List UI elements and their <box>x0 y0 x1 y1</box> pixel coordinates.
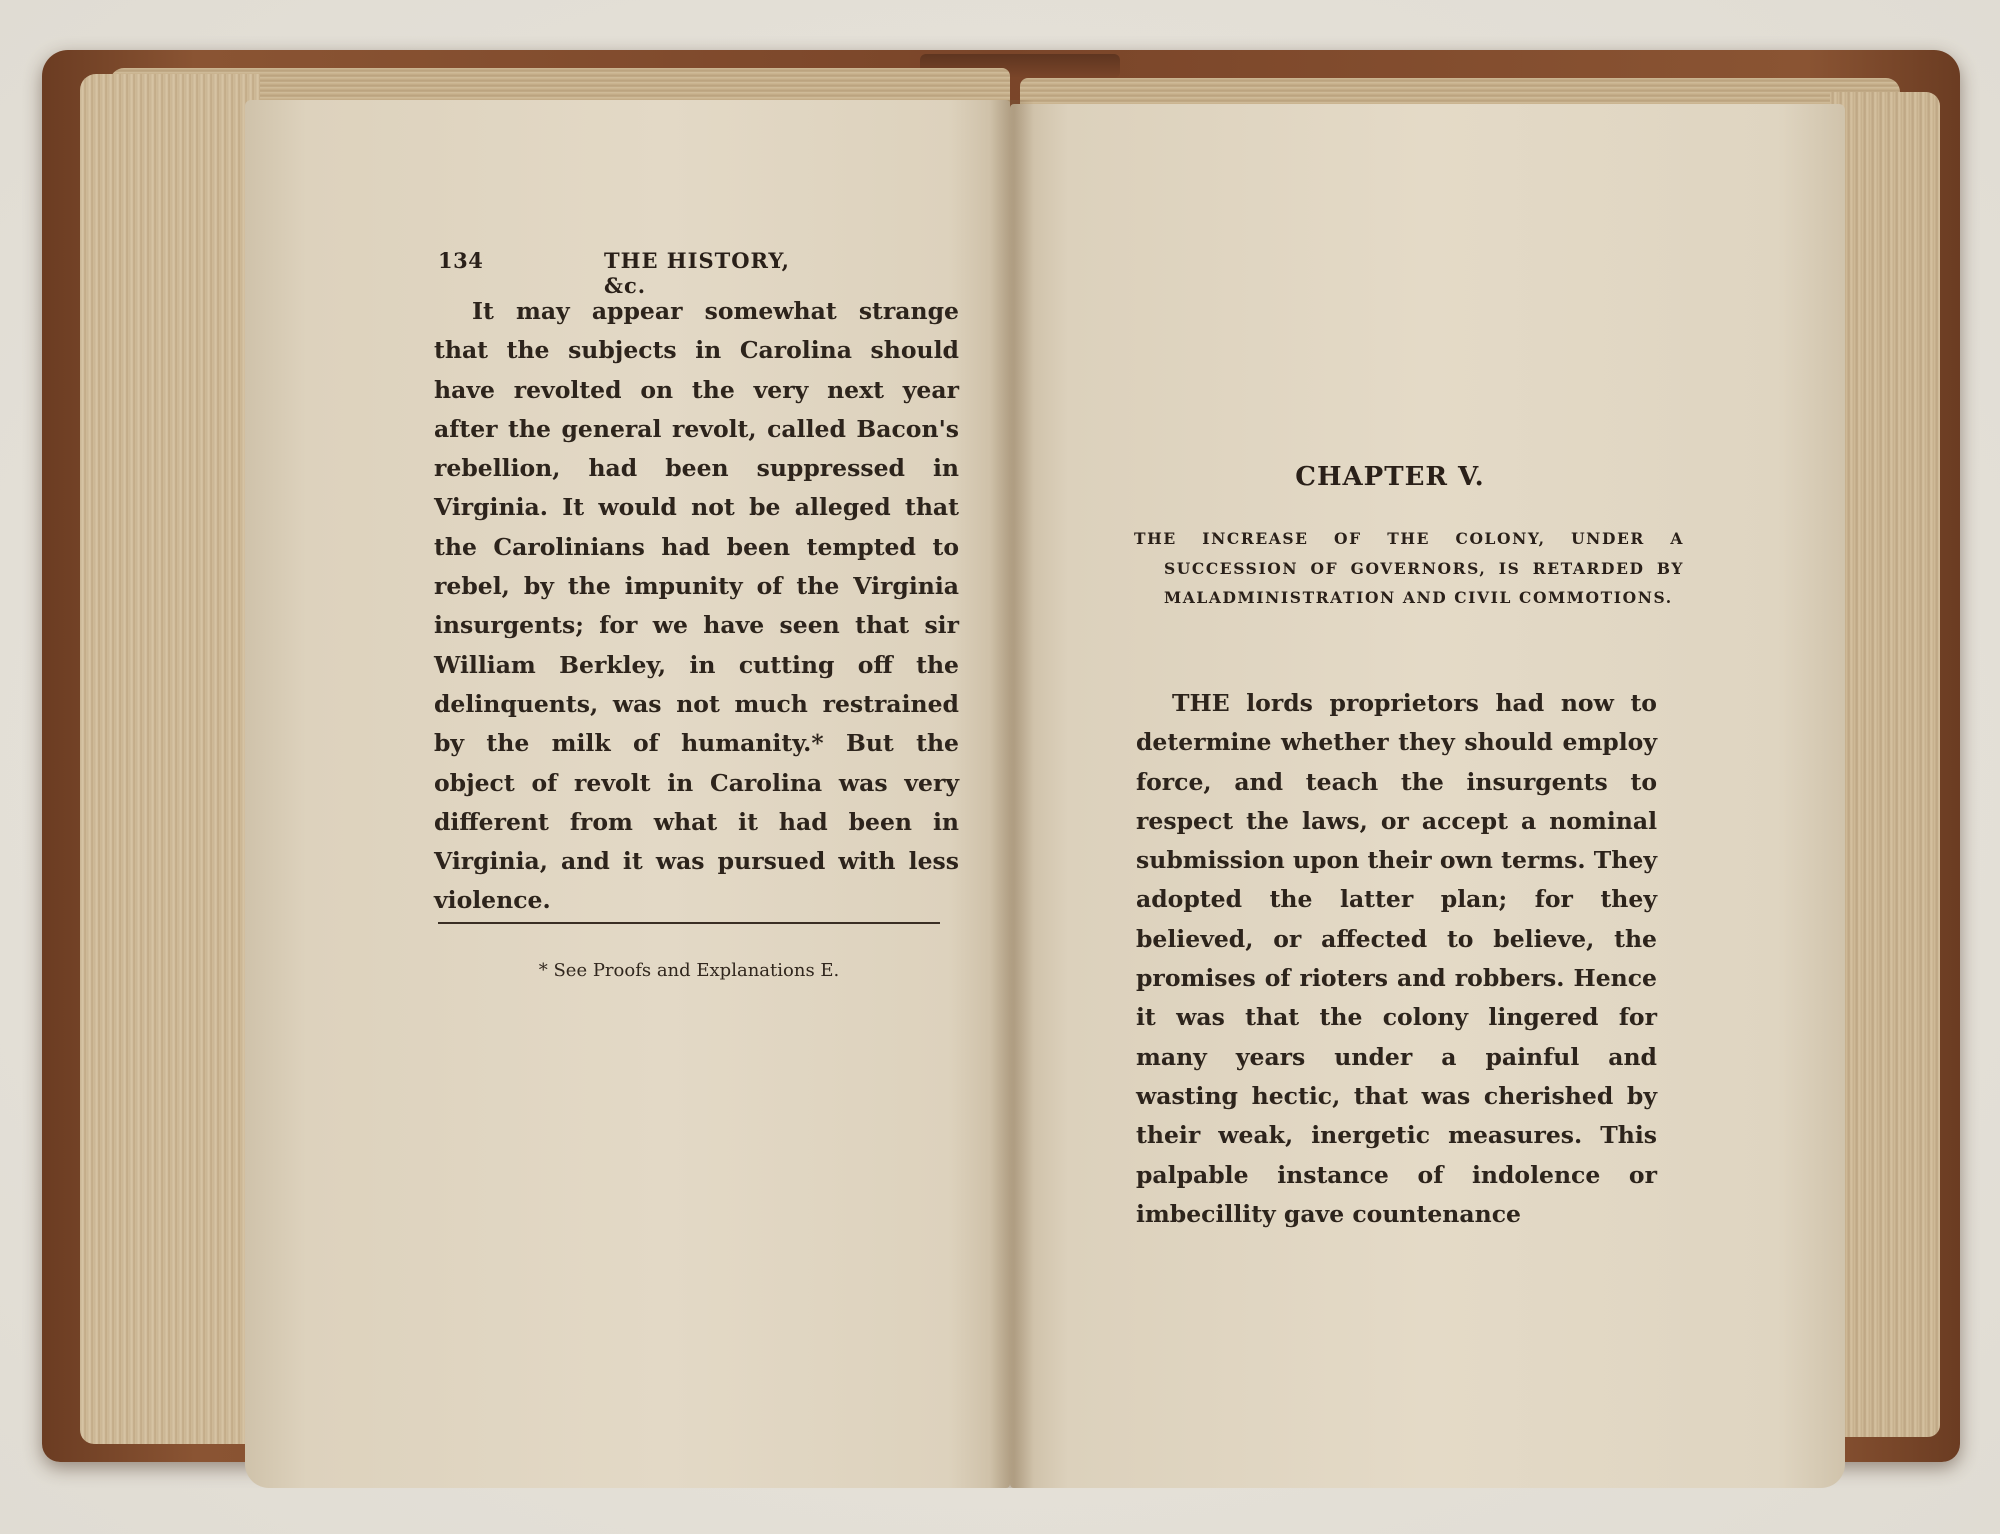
running-head: THE HISTORY, &c. <box>604 248 790 298</box>
chapter-summary: THE INCREASE OF THE COLONY, UNDER A SUCCESSION OF GOVERNORS, IS RETARDED BY MALADMINISTRATION AND CIVIL COMMOTIONS. <box>1134 529 1684 607</box>
book-gutter <box>990 100 1034 1488</box>
chapter-title: CHAPTER V. <box>1295 462 1485 492</box>
right-page-body: THE lords proprietors had now to determine whether they should employ force, and teach the insurgents to respect the laws, or accept a nominal submission upon their own terms. They adopted the latter plan; for they believed, or affected to believe, the promises of rioters and robbers. Hence it was that the colony lingered for many years under a painful and wasting hectic, that was cherished by their weak, inergetic measures. This palpable instance of indolence or imbecillity gave countenance <box>1136 689 1657 1228</box>
page-block-right-edge <box>1830 92 1940 1437</box>
page-block-left-edge <box>80 74 260 1444</box>
left-page-body: It may appear somewhat strange that the subjects in Carolina should have revolted on the very next year after the general revolt, called Bacon's rebellion, had been suppressed in Virginia. It would not be alleged that the Carolinians had been tempted to rebel, by the impunity of the Virginia insurgents; for we have seen that sir William Berkley, in cutting off the delinquents, was not much restrained by the milk of humanity.* But the object of revolt in Carolina was very different from what it had been in Virginia, and it was pursued with less violence. <box>434 297 959 915</box>
footnote: * See Proofs and Explanations E. <box>538 960 840 981</box>
page-number: 134 <box>438 248 484 273</box>
footnote-rule <box>438 922 940 924</box>
